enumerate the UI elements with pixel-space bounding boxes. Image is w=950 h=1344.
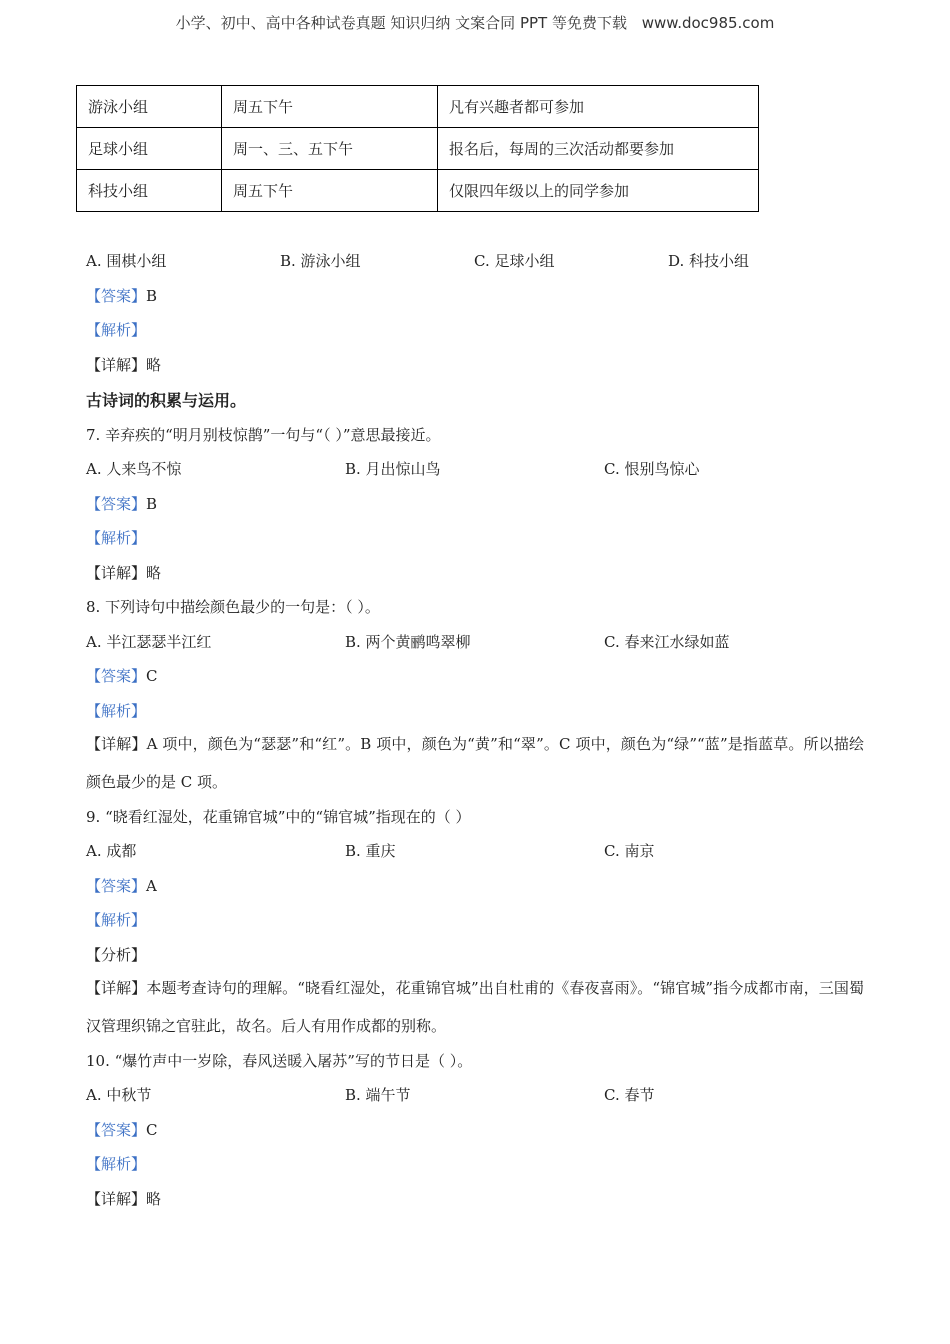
analysis-tag: 【解析】 (86, 702, 147, 720)
answer-value: B (146, 495, 158, 513)
table-row (77, 170, 759, 212)
table-cell: 游泳小组 (77, 86, 222, 128)
answer-value: B (146, 287, 158, 305)
activity-table (76, 85, 759, 212)
answer-tag: 【答案】 (86, 495, 147, 513)
analysis-tag: 【解析】 (86, 1155, 147, 1173)
answer-tag: 【答案】 (86, 667, 147, 685)
table-cell: 科技小组 (77, 170, 222, 212)
option-a: A. 成都 (86, 842, 137, 860)
answer-tag: 【答案】 (86, 1121, 147, 1139)
detail-paragraph: 【详解】A 项中，颜色为“瑟瑟”和“红”。B 项中，颜色为“黄”和“翠”。C 项中，颜色为“绿”“蓝”是指蓝草。所以描绘颜色最少的是 C 项。 (86, 735, 864, 791)
fenxi-tag: 【分析】 (86, 946, 147, 964)
option-b: B. 月出惊山鸟 (345, 460, 441, 478)
analysis-tag: 【解析】 (86, 529, 147, 547)
option-c: C. 足球小组 (474, 252, 555, 270)
option-b: B. 端午节 (345, 1086, 411, 1104)
option-b: B. 两个黄鹂鸣翠柳 (345, 633, 471, 651)
table-cell: 周五下午 (222, 170, 438, 212)
option-a: A. 围棋小组 (86, 252, 167, 270)
header-text: 小学、初中、高中各种试卷真题 知识归纳 文案合同 PPT 等免费下载 (175, 14, 627, 32)
option-c: C. 春节 (604, 1086, 655, 1104)
detail-text: 【详解】略 (86, 356, 162, 374)
question-stem: 9. “晓看红湿处，花重锦官城”中的“锦官城”指现在的（ ） (86, 808, 471, 826)
question-stem: 8. 下列诗句中描绘颜色最少的一句是：（ ）。 (86, 598, 380, 616)
option-c: C. 南京 (604, 842, 655, 860)
section-title: 古诗词的积累与运用。 (86, 391, 247, 410)
page-header (0, 12, 950, 33)
answer-line (86, 665, 158, 686)
answer-line (86, 493, 157, 514)
question-stem: 7. 辛弃疾的“明月别枝惊鹊”一句与“（ ）”意思最接近。 (86, 426, 441, 444)
option-a: A. 半江瑟瑟半江红 (86, 633, 212, 651)
table-cell: 周五下午 (222, 86, 438, 128)
option-a: A. 中秋节 (86, 1086, 152, 1104)
table-row (77, 128, 759, 170)
detail-text: 【详解】略 (86, 564, 162, 582)
option-d: D. 科技小组 (668, 252, 750, 270)
table-row (77, 86, 759, 128)
analysis-tag: 【解析】 (86, 911, 147, 929)
detail-text: 【详解】略 (86, 1190, 162, 1208)
option-c: C. 春来江水绿如蓝 (604, 633, 730, 651)
option-c: C. 恨别鸟惊心 (604, 460, 700, 478)
option-b: B. 重庆 (345, 842, 396, 860)
option-a: A. 人来鸟不惊 (86, 460, 182, 478)
table-cell: 报名后，每周的三次活动都要参加 (438, 128, 759, 170)
detail-paragraph: 【详解】本题考查诗句的理解。“晓看红湿处，花重锦官城”出自杜甫的《春夜喜雨》。“锦官城”指今成都市南，三国蜀汉管理织锦之官驻此，故名。后人有用作成都的别称。 (86, 979, 864, 1035)
table-cell: 仅限四年级以上的同学参加 (438, 170, 759, 212)
answer-tag: 【答案】 (86, 287, 147, 305)
question-stem: 10. “爆竹声中一岁除，春风送暖入屠苏”写的节日是（ ）。 (86, 1052, 473, 1070)
option-b: B. 游泳小组 (280, 252, 361, 270)
answer-value: C (146, 1121, 158, 1139)
answer-line (86, 285, 157, 306)
answer-value: C (146, 667, 158, 685)
table-cell: 足球小组 (77, 128, 222, 170)
answer-value: A (146, 877, 157, 895)
answer-line (86, 1119, 158, 1140)
answer-line (86, 875, 157, 896)
table-cell: 凡有兴趣者都可参加 (438, 86, 759, 128)
header-url[interactable]: www.doc985.com (641, 14, 775, 32)
answer-tag: 【答案】 (86, 877, 147, 895)
analysis-tag: 【解析】 (86, 321, 147, 339)
table-cell: 周一、三、五下午 (222, 128, 438, 170)
